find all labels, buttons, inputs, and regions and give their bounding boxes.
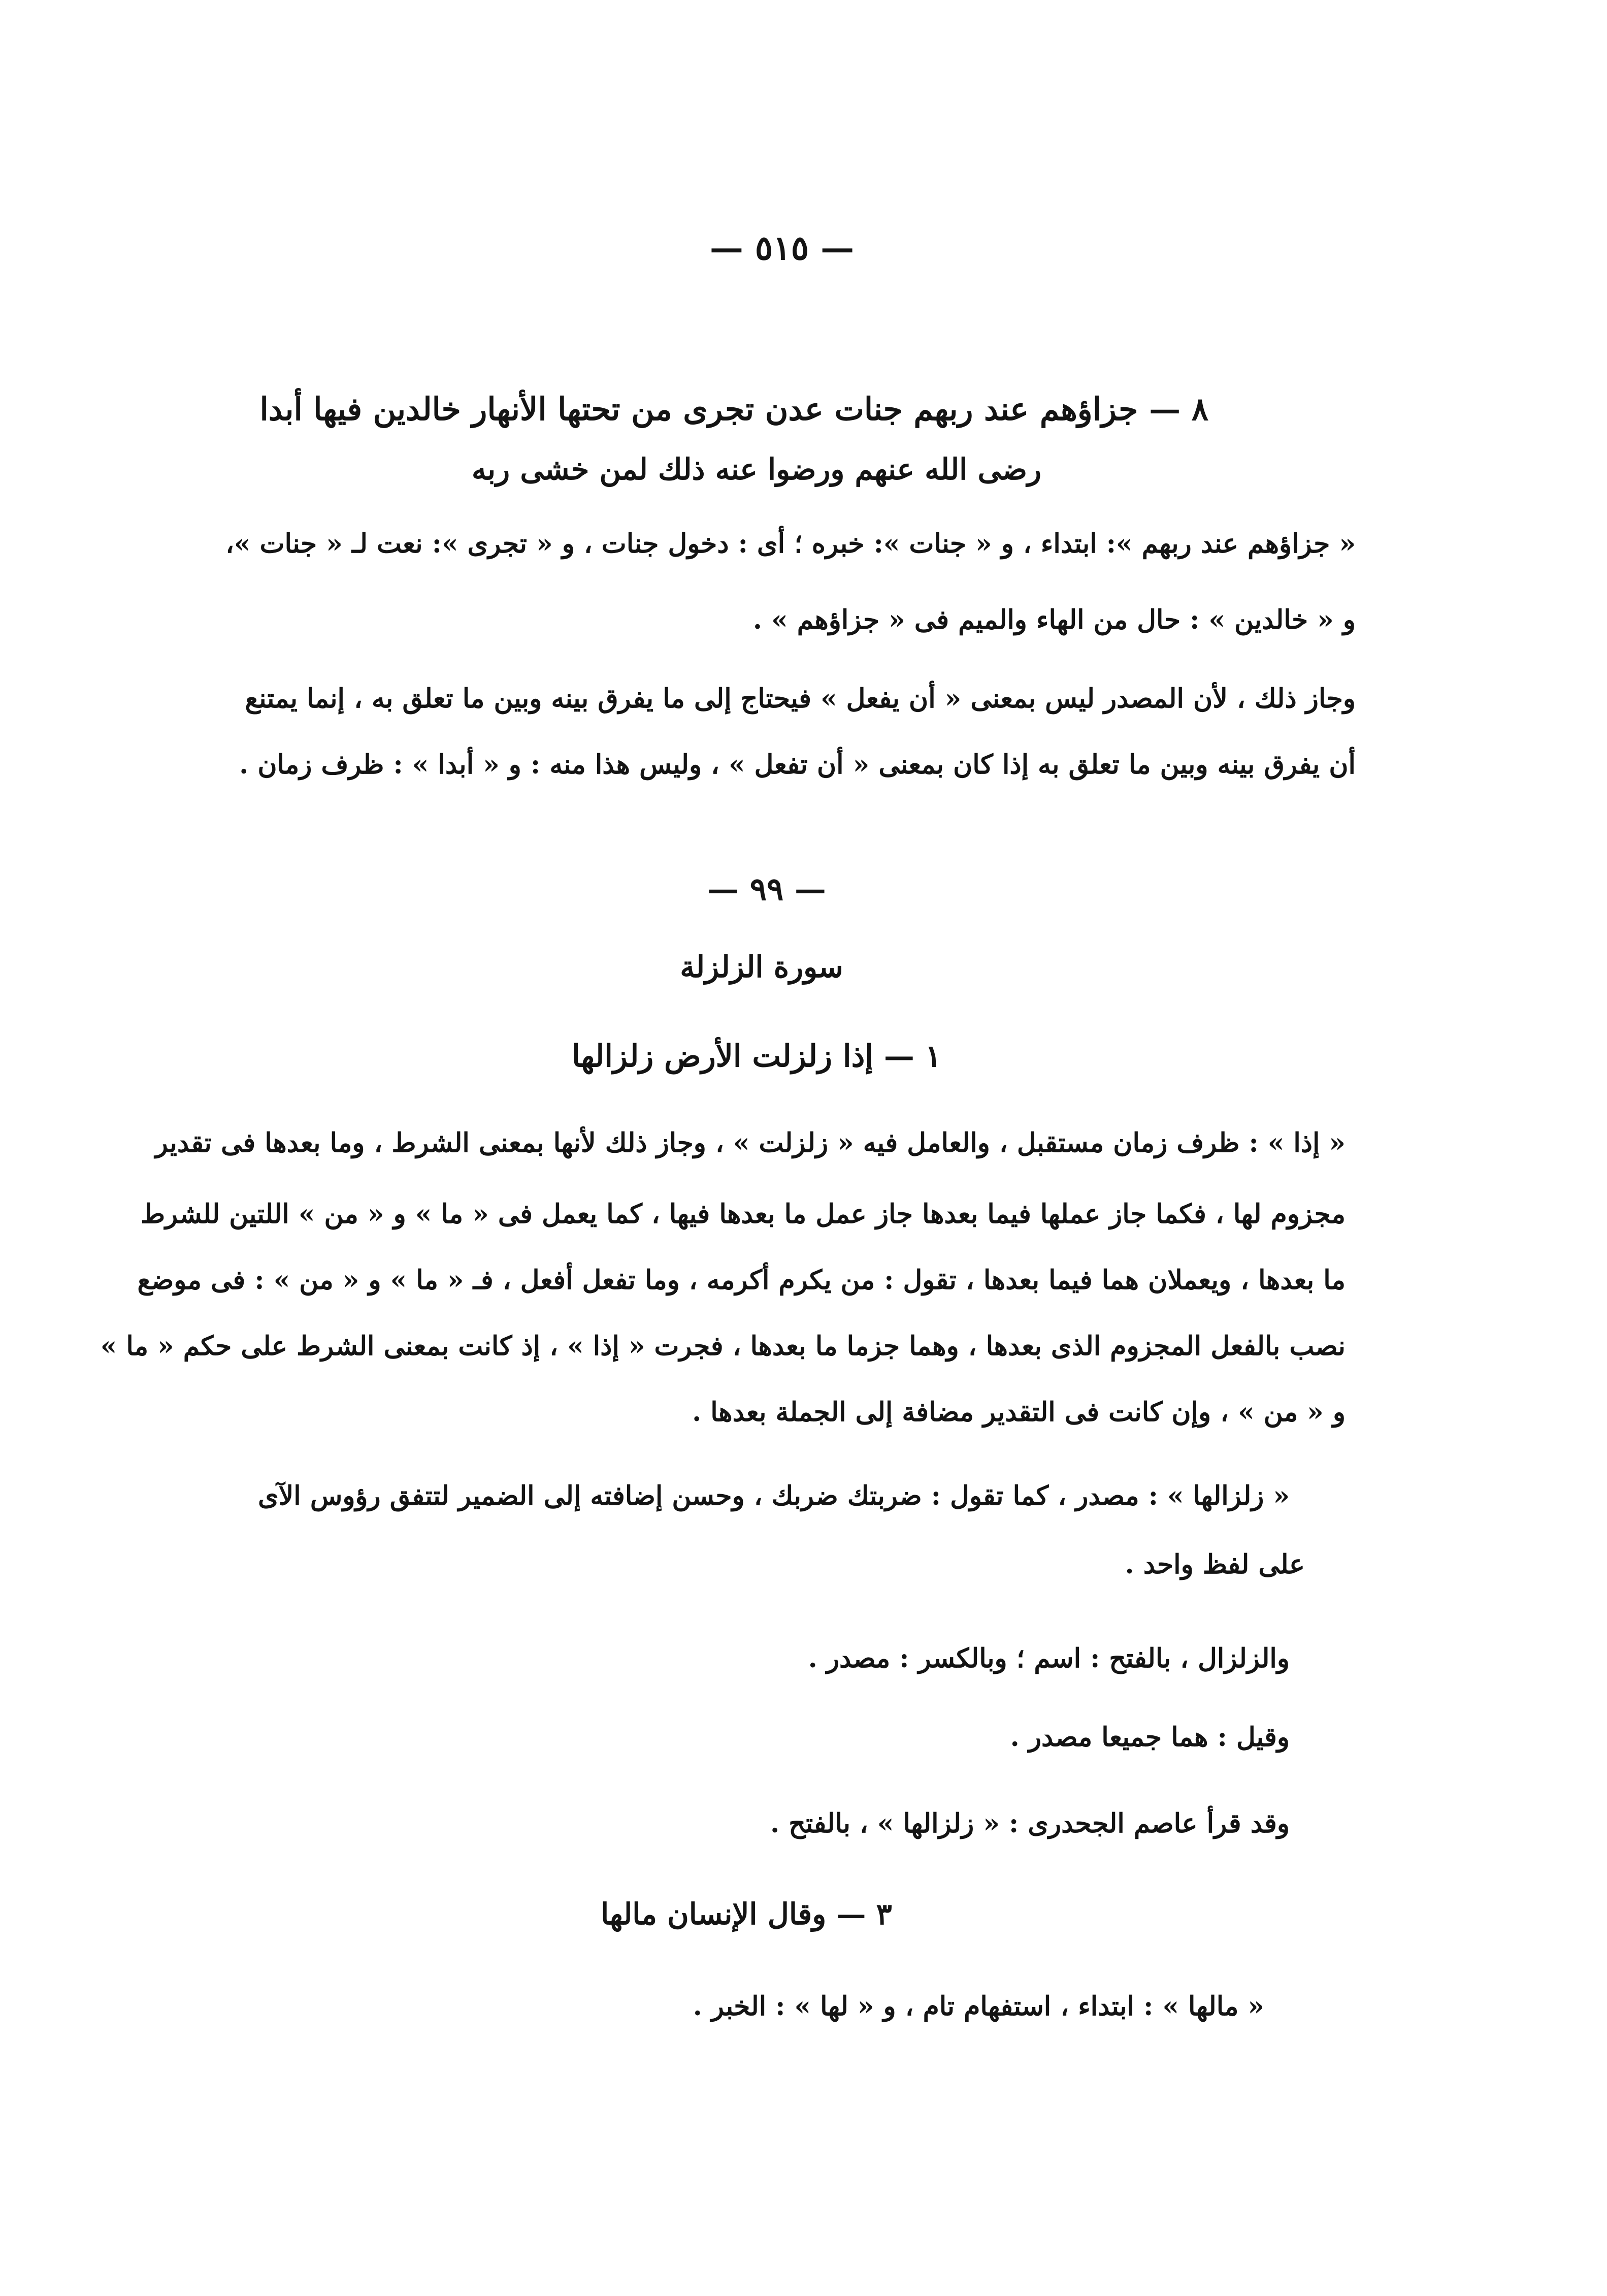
commentary-paragraph-4-line-1: « زلزالها » : مصدر ، كما تقول : ضربتك ضربك ، وحسن إضافته إلى الضمير لتتفق رؤوس الآى [257, 1480, 1290, 1511]
commentary-paragraph-3-line-3: ما بعدها ، ويعملان هما فيما بعدها ، تقول : من يكرم أكرمه ، وما تفعل أفعل ، فـ « ما » و « من » : فى موضع [137, 1265, 1346, 1296]
surah-title: سورة الزلزلة [680, 950, 843, 984]
commentary-paragraph-6: وقيل : هما جميعا مصدر . [1010, 1722, 1290, 1753]
commentary-paragraph-8: « مالها » : ابتداء ، استفهام تام ، و « لها » : الخبر . [693, 1991, 1264, 2022]
commentary-paragraph-4-line-2: على لفظ واحد . [1125, 1549, 1305, 1580]
commentary-paragraph-3-line-5: و « من » ، وإن كانت فى التقدير مضافة إلى الجملة بعدها . [692, 1397, 1346, 1428]
commentary-paragraph-2-line-1: وجاز ذلك ، لأن المصدر ليس بمعنى « أن يفعل » فيحتاج إلى ما يفرق بينه وبين ما تعلق به ، إنما يمتنع [245, 683, 1356, 714]
page-number: — ٥١٥ — [709, 228, 855, 268]
commentary-paragraph-3-line-1: « إذا » : ظرف زمان مستقبل ، والعامل فيه « زلزلت » ، وجاز ذلك لأنها بمعنى الشرط ، وما بعدها فى تقدير [155, 1127, 1346, 1158]
commentary-paragraph-7: وقد قرأ عاصم الجحدرى : « زلزالها » ، بالفتح . [770, 1808, 1290, 1839]
commentary-paragraph-1-line-1: « جزاؤهم عند ربهم »: ابتداء ، و « جنات »: خبره ؛ أى : دخول جنات ، و « تجرى »: نعت لـ « جنات »، [225, 528, 1356, 559]
verse-2: ٣ — وقال الإنسان مالها [601, 1897, 892, 1931]
commentary-paragraph-5: والزلزال ، بالفتح : اسم ؛ وبالكسر : مصدر . [808, 1643, 1290, 1674]
commentary-paragraph-3-line-2: مجزوم لها ، فكما جاز عملها فيما بعدها جاز عمل ما بعدها فيها ، كما يعمل فى « ما » و « من » اللتين للشرط [140, 1199, 1346, 1230]
verse-8-line-2: رضى الله عنهم ورضوا عنه ذلك لمن خشى ربه [471, 452, 1042, 487]
commentary-paragraph-1-line-2: و « خالدين » : حال من الهاء والميم فى « جزاؤهم » . [752, 604, 1356, 635]
commentary-paragraph-2-line-2: أن يفرق بينه وبين ما تعلق به إذا كان بمعنى « أن تفعل » ، وليس هذا منه : و « أبدا » : ظرف زمان . [239, 749, 1356, 780]
verse-1: ١ — إذا زلزلت الأرض زلزالها [572, 1039, 941, 1074]
commentary-paragraph-3-line-4: نصب بالفعل المجزوم الذى بعدها ، وهما جزما ما بعدها ، فجرت « إذا » ، إذ كانت بمعنى الشرط على حكم « ما » [100, 1331, 1346, 1362]
verse-8-line-1: ٨ — جزاؤهم عند ربهم جنات عدن تجرى من تحتها الأنهار خالدين فيها أبدا [259, 391, 1208, 428]
surah-number: — ٩٩ — [707, 870, 826, 908]
